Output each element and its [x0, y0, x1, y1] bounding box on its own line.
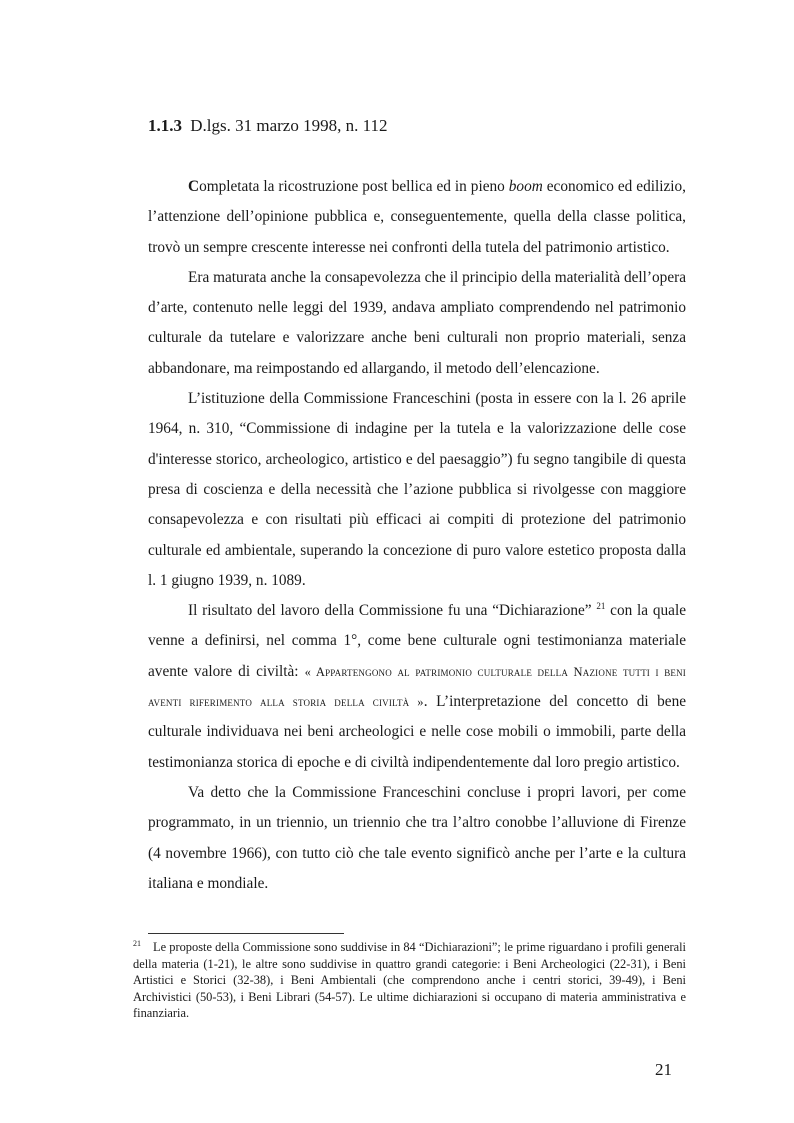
drop-cap: C — [188, 178, 200, 195]
section-number: 1.1.3 — [148, 116, 182, 135]
paragraph-text: ompletata la ricostruzione post bellica ed in pieno — [199, 178, 509, 195]
paragraph-text: . L’interpretazione del concetto di bene culturale individuava nei beni archeologici e nelle cose mobili o immobili, parte della testimonianza storica di epoche e di civiltà indipendentemente dal loro pregio artistico. — [148, 693, 687, 771]
paragraph — [148, 172, 686, 263]
paragraph — [148, 596, 686, 778]
paragraph: Era maturata anche la consapevolezza che il principio della materialità dell’opera d’arte, contenuto nelle leggi del 1939, andava ampliato comprendendo nel patrimonio culturale da tutelare e valorizzare anche beni culturali non proprio materiali, senza abbandonare, ma reimpostando ed allargando, il metodo dell’elencazione. — [148, 268, 686, 377]
section-heading — [148, 116, 387, 136]
paragraph-text: economico ed edilizio, l’attenzione dell’opinione pubblica e, conseguentemente, quella della classe politica, trovò un sempre crescente interesse nei confronti della tutela del patrimonio artistico. — [148, 178, 686, 256]
paragraph: L’istituzione della Commissione Franceschini (posta in essere con la l. 26 aprile 1964, n. 310, “Commissione di indagine per la tutela e la valorizzazione delle cose d'interesse storico, archeologico, artistico e del paesaggio”) fu segno tangibile di questa presa di coscienza e della necessità che l’azione pubblica si rivolgesse con maggiore consapevolezza e con risultati più efficaci ai compiti di protezione del patrimonio culturale ed ambientale, superando la concezione di puro valore estetico proposta dalla l. 1 giugno 1939, n. 1089. — [148, 390, 686, 589]
body-text — [148, 172, 686, 899]
footnote-divider — [148, 933, 344, 934]
paragraph: Va detto che la Commissione Franceschini concluse i propri lavori, per come programmato, in un triennio, un triennio che tra l’altro conobbe l’alluvione di Firenze (4 novembre 1966), con tutto ciò che tale evento significò anche per l’arte e la cultura italiana e mondiale. — [148, 783, 686, 892]
footnote-reference[interactable]: 21 — [596, 601, 606, 612]
italic-term: boom — [508, 178, 543, 195]
section-title: D.lgs. 31 marzo 1998, n. 112 — [190, 116, 388, 135]
footnote — [133, 939, 686, 1022]
footnote-mark: 21 — [133, 938, 141, 948]
paragraph-text: Il risultato del lavoro della Commissione fu una “Dichiarazione” — [188, 602, 592, 620]
paragraph-text: con la quale venne a definirsi, nel comma 1°, come bene culturale ogni testimonianza materiale avente valore di civiltà: — [148, 602, 686, 680]
footnote-text: Le proposte della Commissione sono suddivise in 84 “Dichiarazioni”; le prime riguardano i profili generali della materia (1-21), le altre sono suddivise in quattro grandi categorie: i Beni Archeologici (22-31), i Beni Artistici e Storici (32-38), i Beni Ambientali (che comprendono anche i centri storici, 39-49), i Beni Archivistici (50-53), i Beni Librari (54-57). Le ultime dichiarazioni si occupano di materia amministrativa e finanziaria. — [133, 940, 686, 1021]
page-number: 21 — [655, 1060, 672, 1079]
quotation: « Appartengono al patrimonio culturale della Nazione tutti i beni aventi riferimento alla storia della civiltà » — [148, 664, 686, 710]
